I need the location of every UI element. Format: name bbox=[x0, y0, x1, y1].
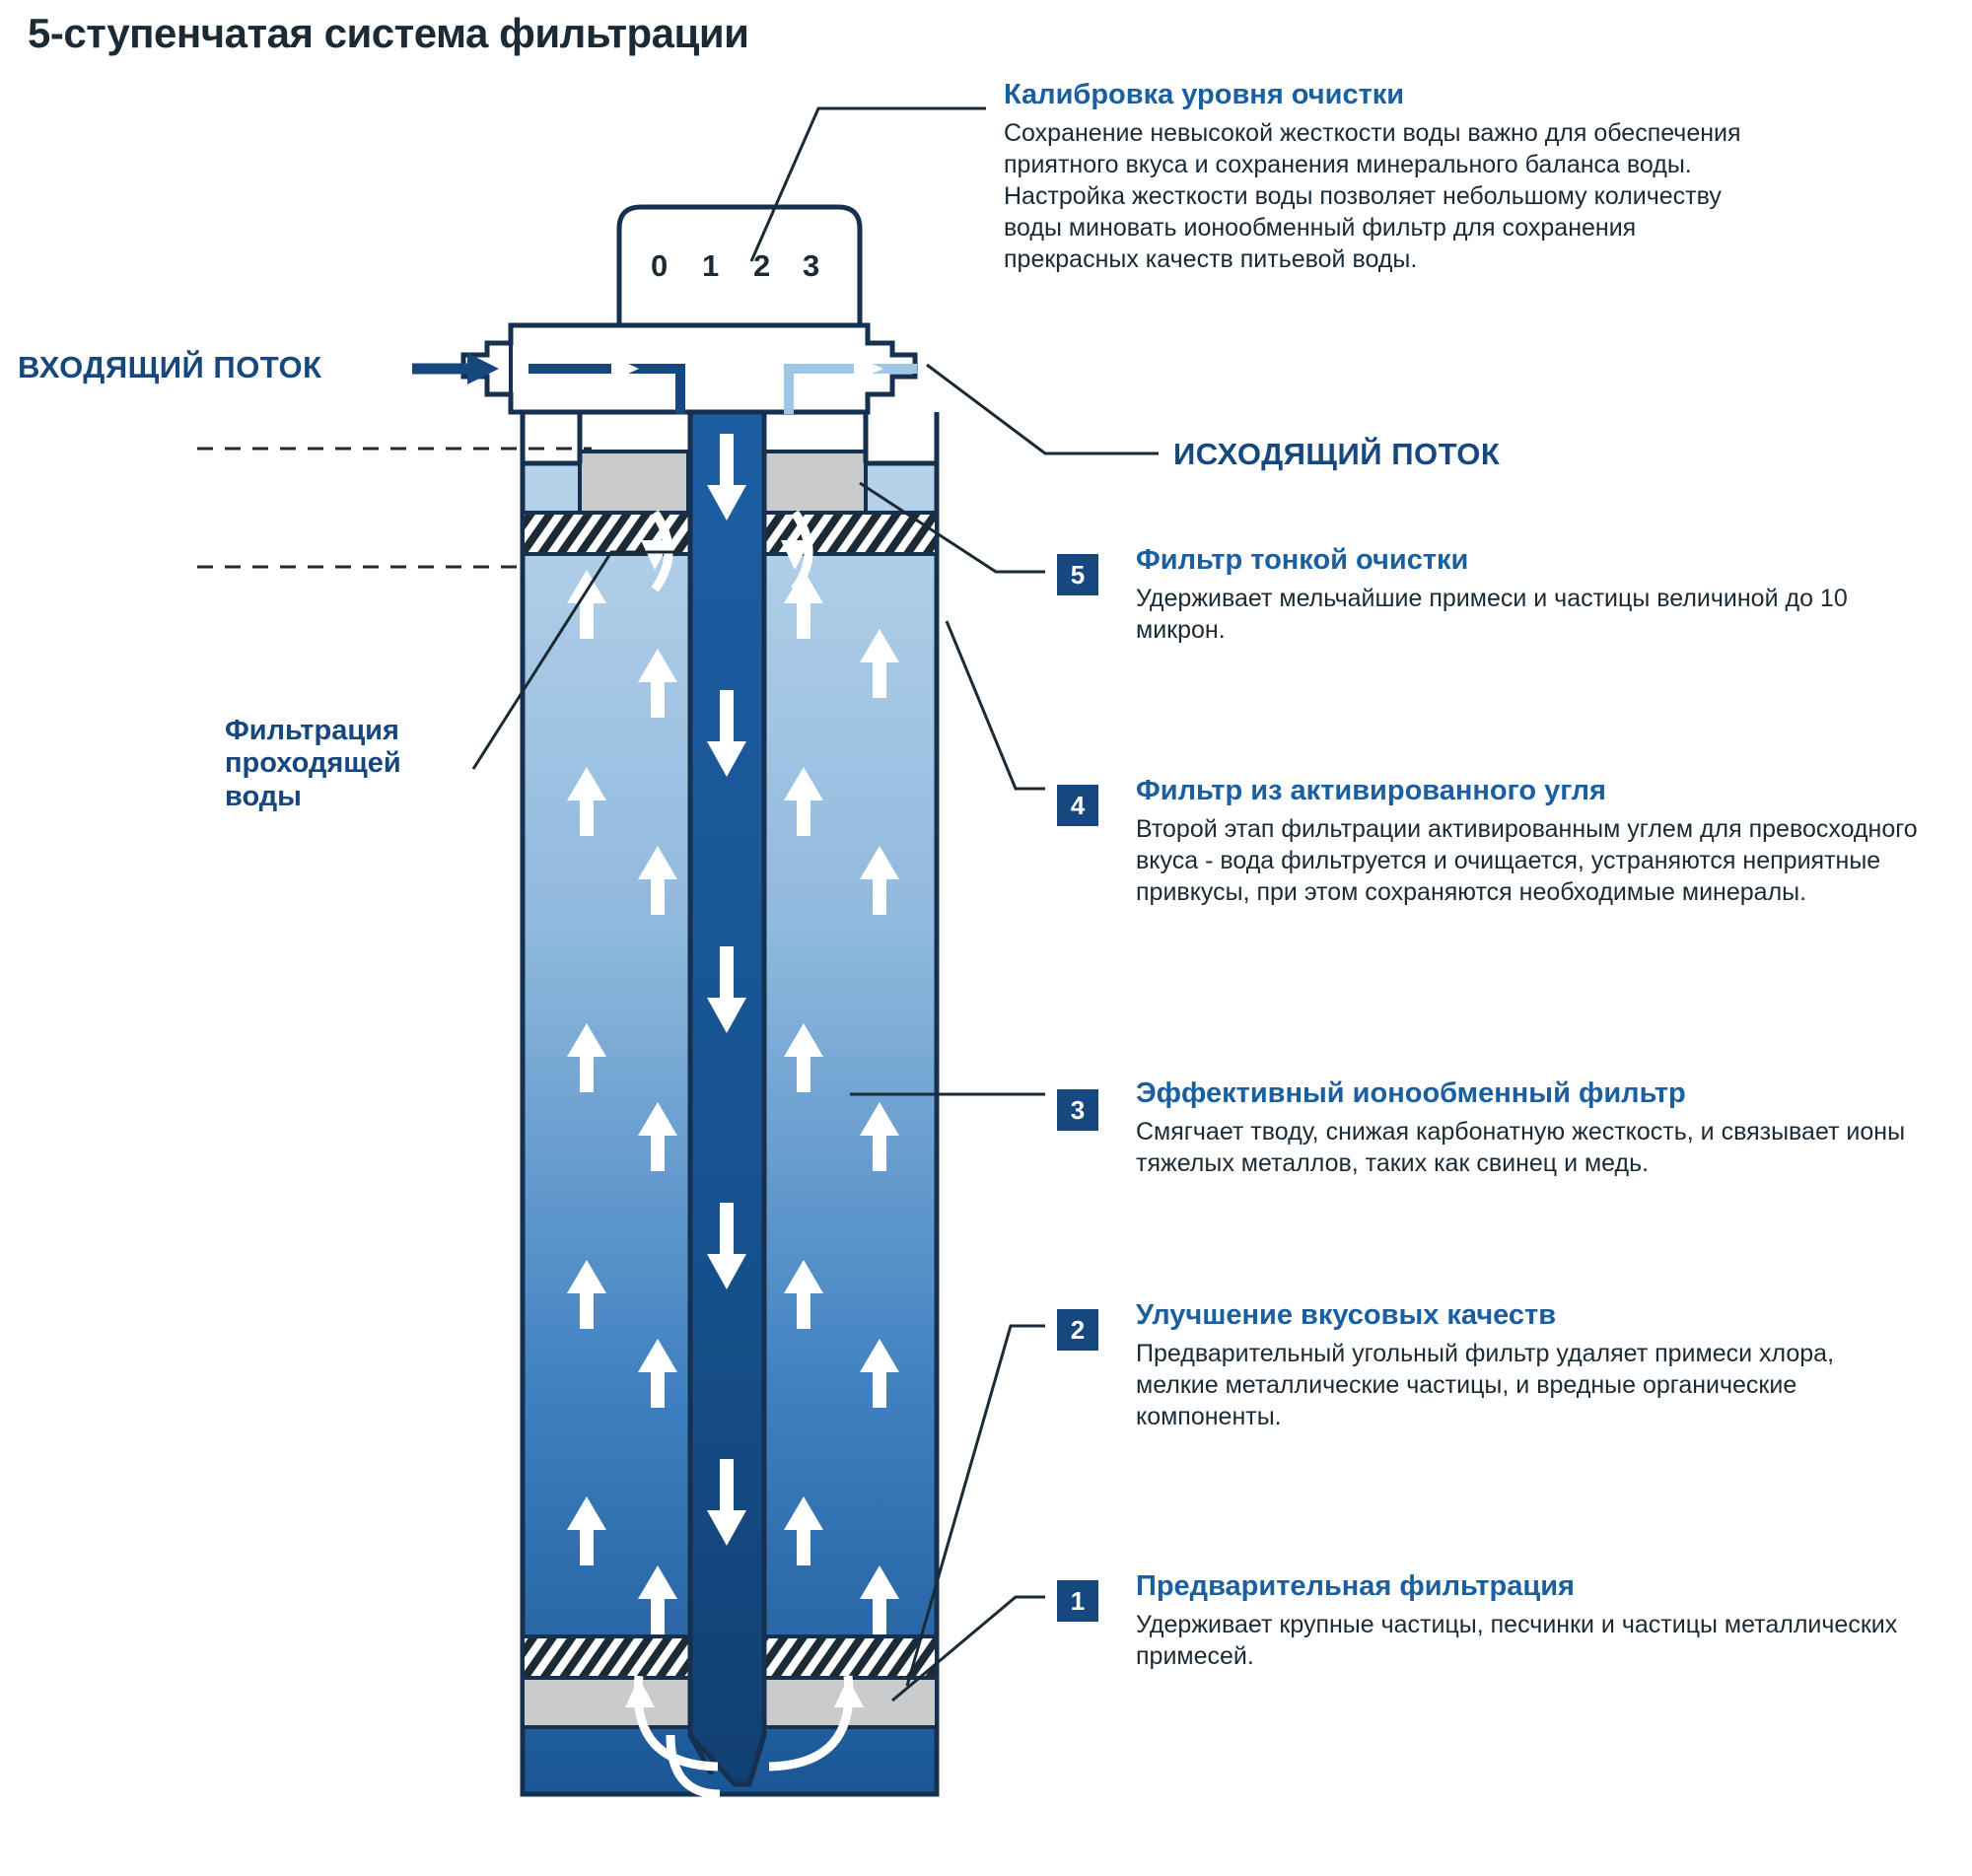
passing-water-filtration-line3: воды bbox=[225, 780, 302, 812]
dial-value-2[interactable]: 2 bbox=[753, 248, 771, 283]
callout-calibration bbox=[1004, 79, 1753, 275]
callout-fine-filter bbox=[1136, 544, 1915, 646]
inlet-flow-label: ВХОДЯЩИЙ ПОТОК bbox=[18, 350, 322, 384]
central-core-column bbox=[690, 365, 764, 1784]
callout-fine-filter-body: Удерживает мельчайшие примеси и частицы величиной до 10 микрон. bbox=[1136, 585, 1848, 645]
callout-taste-improvement-body: Предварительный угольный фильтр удаляет примеси хлора, мелкие металлические частицы, и вредные органические компоненты. bbox=[1136, 1340, 1835, 1431]
stage-badge-3: 3 bbox=[1057, 1089, 1098, 1131]
callout-pre-filtration bbox=[1136, 1570, 1905, 1672]
callout-activated-carbon-heading: Фильтр из активированного угля bbox=[1136, 775, 1606, 806]
dial-value-0[interactable]: 0 bbox=[651, 248, 669, 283]
callout-ion-exchange bbox=[1136, 1077, 1925, 1179]
dial-value-1[interactable]: 1 bbox=[702, 248, 720, 283]
callout-fine-filter-heading: Фильтр тонкой очистки bbox=[1136, 544, 1469, 576]
callout-taste-improvement-heading: Улучшение вкусовых качеств bbox=[1136, 1299, 1557, 1331]
stage-badge-4: 4 bbox=[1057, 785, 1098, 826]
stage-badge-1: 1 bbox=[1057, 1580, 1098, 1622]
callout-calibration-heading: Калибровка уровня очистки bbox=[1004, 79, 1405, 110]
stage-badge-2: 2 bbox=[1057, 1309, 1098, 1351]
callout-pre-filtration-heading: Предварительная фильтрация bbox=[1136, 1570, 1575, 1602]
page-title: 5-ступенчатая система фильтрации bbox=[28, 10, 749, 56]
passing-water-filtration-label bbox=[225, 715, 521, 813]
callout-taste-improvement bbox=[1136, 1299, 1915, 1432]
callout-ion-exchange-body: Смягчает тводу, снижая карбонатную жесткость, и связывает ионы тяжелых металлов, таких как свинец и медь. bbox=[1136, 1118, 1906, 1178]
callout-ion-exchange-heading: Эффективный ионообменный фильтр bbox=[1136, 1077, 1686, 1109]
stage-badge-5: 5 bbox=[1057, 554, 1098, 595]
passing-water-filtration-line2: проходящей bbox=[225, 747, 401, 780]
callout-activated-carbon-body: Второй этап фильтрации активированным углем для превосходного вкуса - вода фильтруется и очищается, устраняются неприятные привкусы, при этом сохраняются необходимые минералы. bbox=[1136, 815, 1918, 907]
callout-activated-carbon bbox=[1136, 775, 1935, 908]
callout-calibration-body: Сохранение невысокой жесткости воды важно для обеспечения приятного вкуса и сохранения минерального баланса воды. Настройка жесткости воды позволяет небольшому количеству воды миновать ионообменный фильтр для сохранения прекрасных качеств питьевой воды. bbox=[1004, 119, 1741, 274]
outlet-flow-label: ИСХОДЯЩИЙ ПОТОК bbox=[1173, 437, 1501, 471]
passing-water-filtration-line1: Фильтрация bbox=[225, 715, 399, 746]
dial-value-3[interactable]: 3 bbox=[803, 248, 820, 283]
callout-pre-filtration-body: Удерживает крупные частицы, песчинки и частицы металлических примесей. bbox=[1136, 1611, 1898, 1671]
